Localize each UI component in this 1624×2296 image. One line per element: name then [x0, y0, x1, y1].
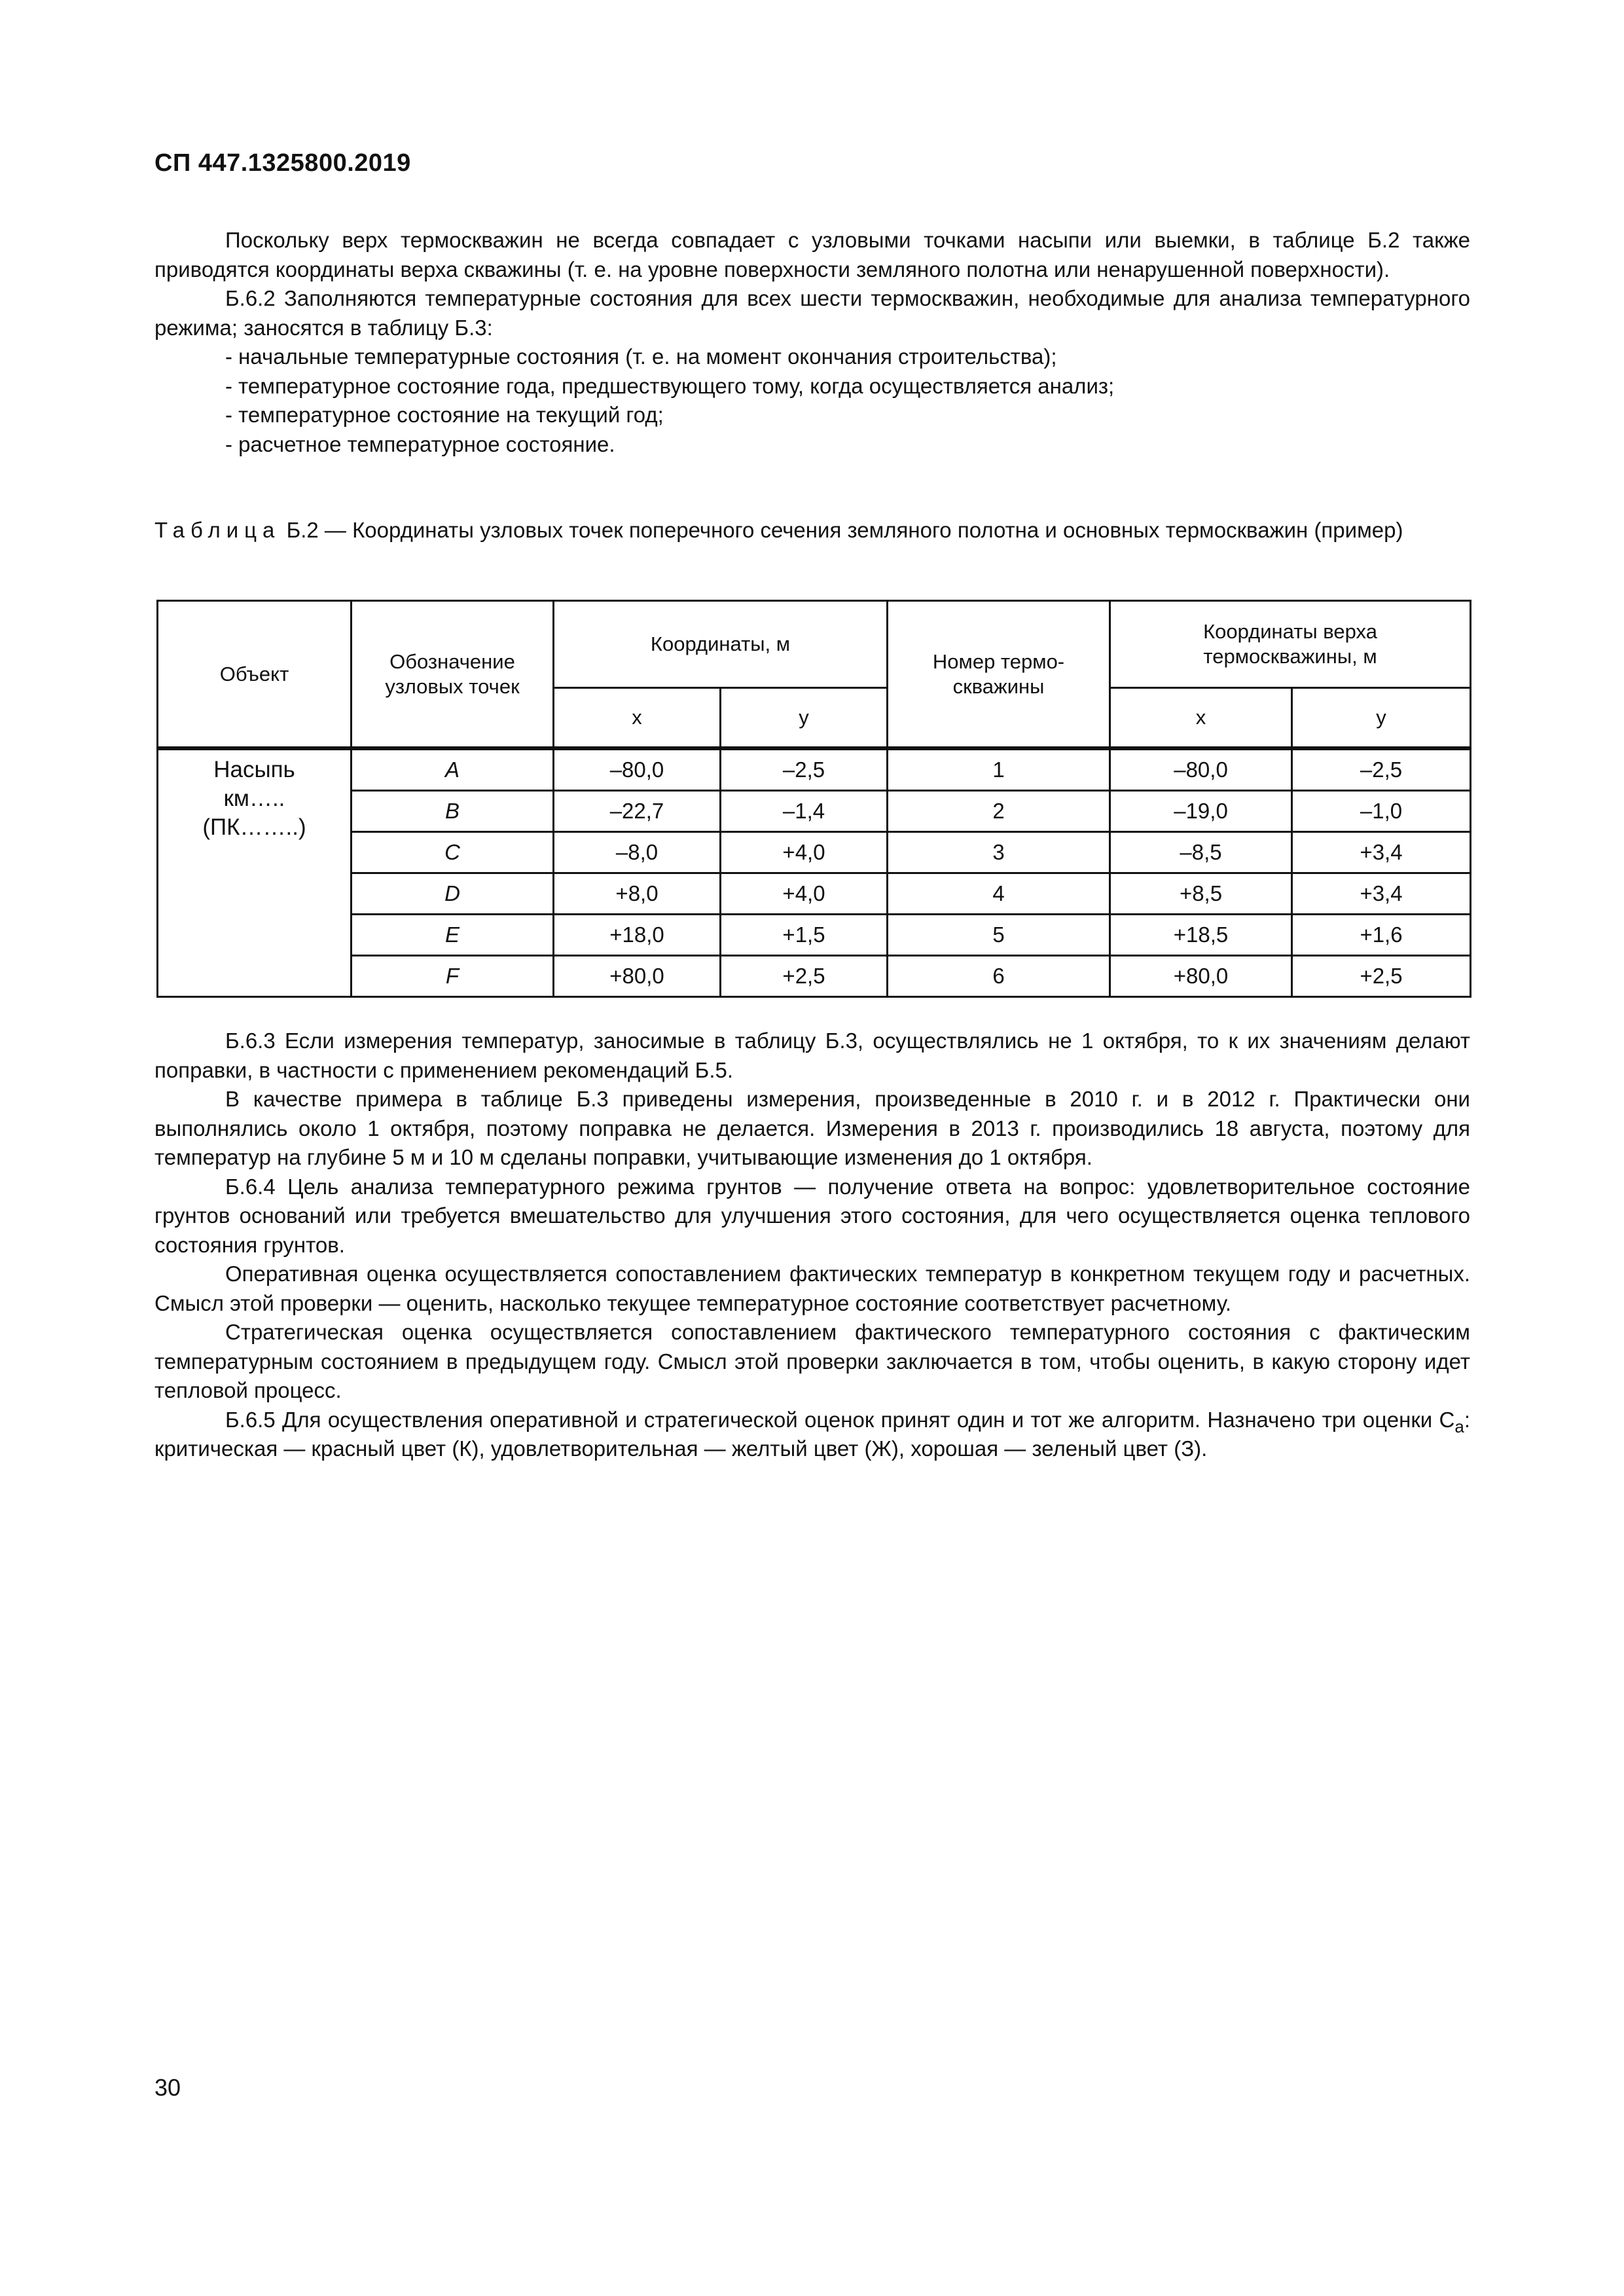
well-cell: 5 — [888, 915, 1110, 956]
object-name: Насыпь — [213, 757, 295, 782]
subscript: a — [1454, 1416, 1464, 1436]
well-x-cell: +8,5 — [1110, 873, 1292, 915]
paragraph-text: : критическая — красный цвет (К), удовлетворительная — желтый цвет (Ж), хорошая — зеленый цвет (З). — [154, 1407, 1470, 1461]
header-well-y: y — [1292, 688, 1471, 749]
paragraph: В качестве примера в таблице Б.3 приведены измерения, произведенные в 2010 г. и в 2012 г. Практически они выполнялись около 1 октября, поэтому поправка не делается. Измерения в 2013 г. производились 18 августа, поэтому для температур на глубине 5 м и 10 м сделаны поправки, учитывающие изменения до 1 октября. — [154, 1087, 1470, 1169]
paragraph: Б.6.2 Заполняются температурные состояния для всех шести термоскважин, необходимые для анализа температурного режима; заносятся в таблицу Б.3: — [154, 286, 1470, 340]
list-item: - температурное состояние на текущий год; — [225, 403, 664, 427]
table-caption-word: Таблица — [154, 518, 281, 542]
table-row — [158, 832, 1471, 873]
table-caption-text: Б.2 — Координаты узловых точек поперечного сечения земляного полотна и основных термоскважин (пример) — [286, 518, 1403, 542]
header-well-top: Координаты верха термоскважины, м — [1110, 601, 1471, 688]
header-y: y — [721, 688, 888, 749]
well-x-cell: +80,0 — [1110, 956, 1292, 997]
y-cell: –2,5 — [721, 748, 888, 791]
table-row — [158, 956, 1471, 997]
header-well-number: Номер термо-скважины — [888, 601, 1110, 749]
header-well-x: x — [1110, 688, 1292, 749]
object-km: км….. — [223, 786, 285, 811]
well-y-cell: +3,4 — [1292, 832, 1471, 873]
well-x-cell: +18,5 — [1110, 915, 1292, 956]
coordinates-table — [156, 600, 1471, 998]
paragraph-text: Б.6.5 Для осуществления оперативной и стратегической оценок принят один и тот же алгоритм. Назначено три оценки C — [225, 1407, 1455, 1432]
table-row — [158, 915, 1471, 956]
paragraph — [154, 1406, 1470, 1464]
paragraph: Б.6.3 Если измерения температур, заносимые в таблицу Б.3, осуществлялись не 1 октября, то к их значениям делают поправки, в частности с применением рекомендаций Б.5. — [154, 1029, 1470, 1082]
well-cell: 6 — [888, 956, 1110, 997]
header-object: Объект — [158, 601, 352, 749]
y-cell: –1,4 — [721, 791, 888, 832]
well-x-cell: –8,5 — [1110, 832, 1292, 873]
y-cell: +2,5 — [721, 956, 888, 997]
header-designation: Обозначение узловых точек — [352, 601, 554, 749]
table-row — [158, 873, 1471, 915]
point-cell: B — [352, 791, 554, 832]
point-cell: F — [352, 956, 554, 997]
header-coordinates: Координаты, м — [554, 601, 888, 688]
intro-text — [154, 226, 1470, 459]
x-cell: +80,0 — [554, 956, 721, 997]
table-row — [158, 748, 1471, 791]
object-cell — [158, 748, 352, 997]
well-y-cell: +1,6 — [1292, 915, 1471, 956]
y-cell: +4,0 — [721, 873, 888, 915]
well-cell: 1 — [888, 748, 1110, 791]
x-cell: +18,0 — [554, 915, 721, 956]
list-item: - расчетное температурное состояние. — [225, 431, 615, 456]
well-cell: 4 — [888, 873, 1110, 915]
point-cell: E — [352, 915, 554, 956]
well-cell: 2 — [888, 791, 1110, 832]
well-y-cell: –1,0 — [1292, 791, 1471, 832]
body-text — [154, 1027, 1470, 1464]
table-caption — [154, 516, 1470, 545]
list-item: - начальные температурные состояния (т. е. на момент окончания строительства); — [225, 344, 1057, 369]
x-cell: –22,7 — [554, 791, 721, 832]
well-x-cell: –80,0 — [1110, 748, 1292, 791]
x-cell: –80,0 — [554, 748, 721, 791]
well-x-cell: –19,0 — [1110, 791, 1292, 832]
paragraph: Оперативная оценка осуществляется сопоставлением фактических температур в конкретном текущем году и расчетных. Смысл этой проверки — оценить, насколько текущее температурное состояние соответствует расчетному. — [154, 1262, 1470, 1315]
well-y-cell: +2,5 — [1292, 956, 1471, 997]
well-cell: 3 — [888, 832, 1110, 873]
y-cell: +1,5 — [721, 915, 888, 956]
table-row — [158, 791, 1471, 832]
page-number: 30 — [154, 2074, 181, 2101]
well-y-cell: –2,5 — [1292, 748, 1471, 791]
point-cell: A — [352, 748, 554, 791]
list-item: - температурное состояние года, предшествующего тому, когда осуществляется анализ; — [225, 373, 1115, 398]
document-code: СП 447.1325800.2019 — [154, 149, 411, 177]
x-cell: –8,0 — [554, 832, 721, 873]
object-pk: (ПК……..) — [202, 814, 306, 840]
point-cell: C — [352, 832, 554, 873]
paragraph: Поскольку верх термоскважин не всегда совпадает с узловыми точками насыпи или выемки, в таблице Б.2 также приводятся координаты верха скважины (т. е. на уровне поверхности земляного полотна или ненарушенной поверхности). — [154, 228, 1470, 282]
paragraph: Б.6.4 Цель анализа температурного режима грунтов — получение ответа на вопрос: удовлетворительное состояние грунтов оснований или требуется вмешательство для улучшения этого состояния, для чего осуществляется оценка теплового состояния грунтов. — [154, 1174, 1470, 1257]
point-cell: D — [352, 873, 554, 915]
paragraph: Стратегическая оценка осуществляется сопоставлением фактического температурного состояния с фактическим температурным состоянием в предыдущем году. Смысл этой проверки заключается в том, чтобы оценить, в какую сторону идет тепловой процесс. — [154, 1320, 1470, 1402]
x-cell: +8,0 — [554, 873, 721, 915]
header-x: x — [554, 688, 721, 749]
well-y-cell: +3,4 — [1292, 873, 1471, 915]
y-cell: +4,0 — [721, 832, 888, 873]
